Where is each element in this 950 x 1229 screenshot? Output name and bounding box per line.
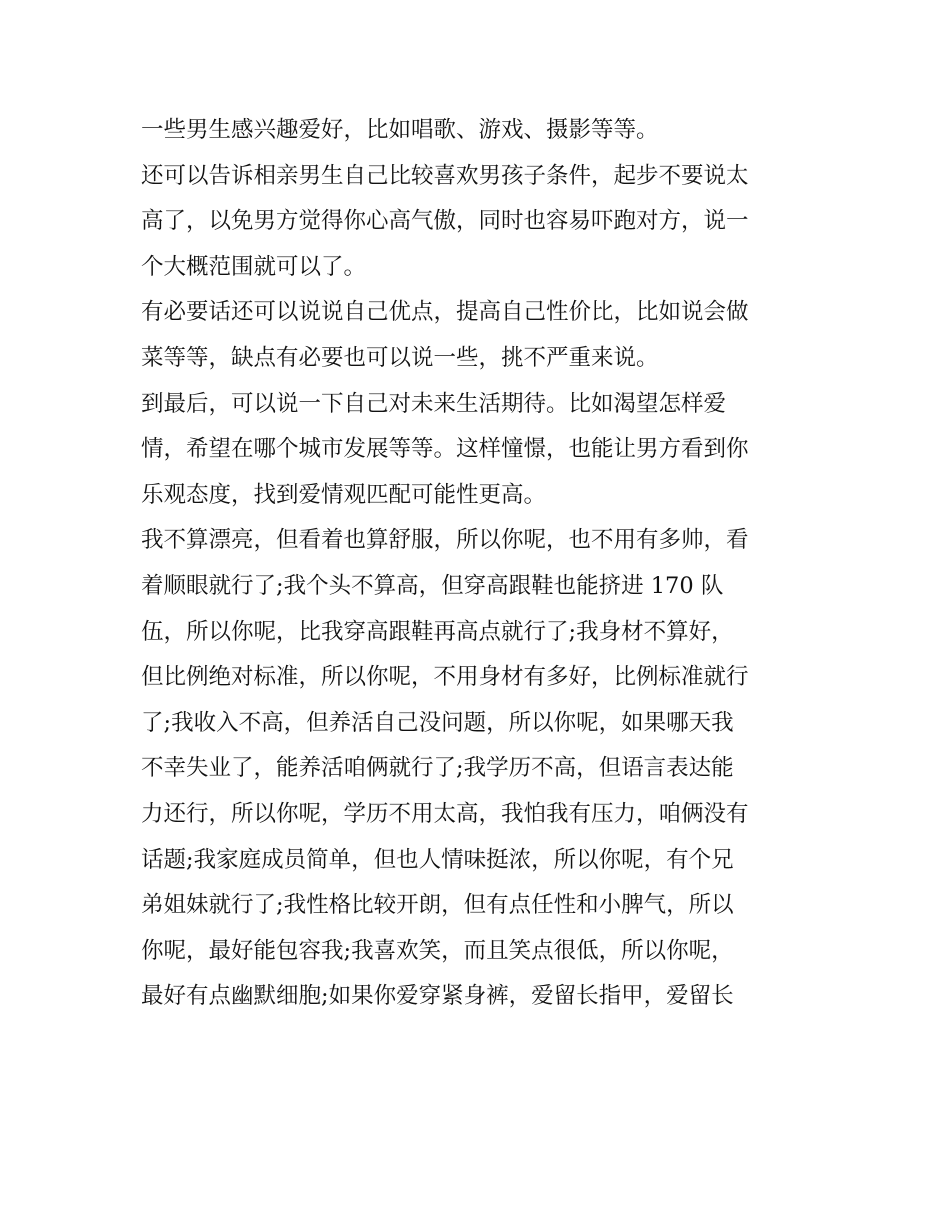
text-line: 你呢，最好能包容我;我喜欢笑，而且笑点很低，所以你呢，: [141, 937, 734, 964]
text-line: 到最后，可以说一下自己对未来生活期待。比如渴望怎样爱: [141, 390, 727, 417]
text-line: 伍，所以你呢，比我穿高跟鞋再高点就行了;我身材不算好，: [141, 618, 734, 645]
text-line: 一些男生感兴趣爱好，比如唱歌、游戏、摄影等等。: [141, 117, 659, 143]
text-line: 话题;我家庭成员简单，但也人情味挺浓，所以你呢，有个兄: [141, 846, 734, 873]
text-line: 还可以告诉相亲男生自己比较喜欢男孩子条件，起步不要说太: [141, 162, 749, 189]
text-line: 情，希望在哪个城市发展等等。这样憧憬，也能让男方看到你: [141, 436, 749, 463]
text-line: 不幸失业了，能养活咱俩就行了;我学历不高，但语言表达能: [141, 755, 734, 782]
text-line: 但比例绝对标准，所以你呢，不用身材有多好，比例标准就行: [141, 664, 749, 691]
text-line: 个大概范围就可以了。: [141, 253, 367, 280]
text-line: 我不算漂亮，但看着也算舒服，所以你呢，也不用有多帅，看: [141, 527, 749, 554]
text-line: 乐观态度，找到爱情观匹配可能性更高。: [141, 481, 547, 508]
text-line: 最好有点幽默细胞;如果你爱穿紧身裤，爱留长指甲，爱留长: [141, 983, 734, 1010]
body-text: [141, 108, 821, 1020]
text-line: 弟姐妹就行了;我性格比较开朗，但有点任性和小脾气，所以: [141, 892, 734, 919]
text-line: 着顺眼就行了;我个头不算高，但穿高跟鞋也能挤进 170 队: [141, 572, 724, 599]
text-line: 菜等等，缺点有必要也可以说一些，挑不严重来说。: [141, 344, 659, 371]
text-line: 高了，以免男方觉得你心高气傲，同时也容易吓跑对方，说一: [141, 208, 749, 235]
text-line: 有必要话还可以说说自己优点，提高自己性价比，比如说会做: [141, 299, 749, 326]
text-line: 了;我收入不高，但养活自己没问题，所以你呢，如果哪天我: [141, 709, 734, 736]
text-line: 力还行，所以你呢，学历不用太高，我怕我有压力，咱俩没有: [141, 800, 749, 827]
